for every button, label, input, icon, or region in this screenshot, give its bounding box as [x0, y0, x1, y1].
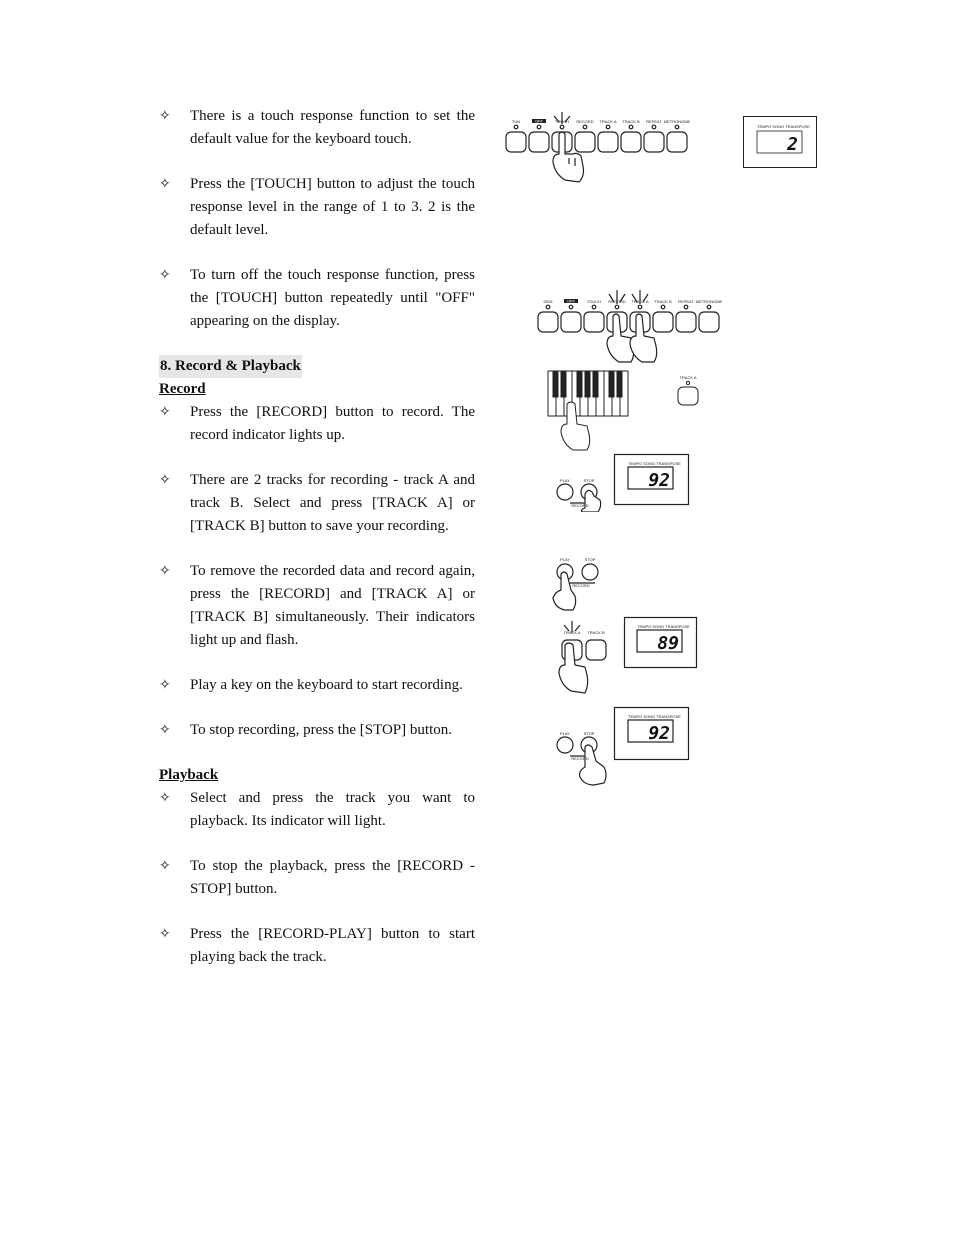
playback-item-2: ✧ To stop the playback, press the [RECORD - STOP] button. [159, 855, 475, 901]
intro-item-1: ✧ There is a touch response function to set the default value for the keyboard touch. [159, 105, 475, 151]
stop-label: STOP [583, 731, 595, 736]
section-title: 8. Record & Playback [159, 355, 302, 378]
button-label: TOUCH [586, 299, 602, 304]
keyboard-figure [545, 368, 705, 453]
button-label: RECORD [608, 299, 626, 304]
play-label: PLAY [560, 478, 570, 483]
button-label: OFF [535, 118, 543, 124]
play-label: PLAY [560, 557, 570, 562]
button-label: RECORD [576, 119, 594, 124]
button-label: TRACK B [622, 119, 640, 124]
display-value: 2 [787, 134, 798, 155]
play-figure [545, 552, 610, 612]
track-b-label: TRACK B [587, 630, 605, 635]
button-label: DEM [543, 299, 553, 304]
svg-text:TEMPO SONG TRANSPOSE: TEMPO SONG TRANSPOSE [757, 124, 810, 129]
svg-text:TEMPO SONG TRANSPOSE: TEMPO SONG TRANSPOSE [628, 461, 681, 466]
record-panel-figure [535, 290, 735, 365]
record-label: RECORD [572, 583, 590, 588]
button-label: TUN [511, 119, 521, 124]
display-value: 92 [648, 723, 670, 744]
bullet-icon: ✧ [159, 472, 171, 488]
record-item-4: ✧ Play a key on the keyboard to start recording. [159, 674, 475, 697]
stop-label: STOP [584, 557, 596, 562]
stop-figure-1 [550, 450, 695, 512]
touch-panel-figure [503, 110, 703, 185]
bullet-icon: ✧ [159, 926, 171, 942]
record-label: RECORD [571, 503, 589, 508]
text-column [159, 105, 475, 969]
bullet-icon: ✧ [159, 858, 171, 874]
button-label: REPEAT [678, 299, 694, 304]
track-a-label: TRACK A [679, 375, 697, 380]
bullet-icon: ✧ [159, 677, 171, 693]
stop-label: STOP [583, 478, 595, 483]
bullet-icon: ✧ [159, 267, 171, 283]
record-item-3: ✧ To remove the recorded data and record again, press the [RECORD] and [TRACK A] or [TRACK B] simultaneously. Their indicators light up and flash. [159, 560, 475, 652]
play-label: PLAY [560, 731, 570, 736]
button-label: TRACK A [599, 119, 617, 124]
button-label: REPEAT [646, 119, 662, 124]
svg-text:TEMPO SONG TRANSPOSE: TEMPO SONG TRANSPOSE [628, 714, 681, 719]
playback-item-1: ✧ Select and press the track you want to playback. Its indicator will light. [159, 787, 475, 833]
svg-text:TEMPO SONG TRANSPOSE: TEMPO SONG TRANSPOSE [637, 624, 690, 629]
button-label: OFF [567, 298, 575, 304]
intro-item-3: ✧ To turn off the touch response function, press the [TOUCH] button repeatedly until "OFF" appearing on the display. [159, 264, 475, 333]
button-label: TRACK A [631, 299, 649, 304]
button-label: TRACK B [654, 299, 672, 304]
record-item-2: ✧ There are 2 tracks for recording - track A and track B. Select and press [TRACK A] or [TRACK B] button to save your recording. [159, 469, 475, 538]
display-value: 89 [657, 633, 679, 654]
display-value: 92 [648, 470, 670, 491]
button-label: METRONOME [663, 119, 691, 124]
stop-figure-2 [550, 703, 695, 788]
record-heading: Record [159, 381, 206, 397]
track-a-label: TRACK A [563, 630, 581, 635]
display-figure-1 [743, 116, 818, 170]
intro-item-2: ✧ Press the [TOUCH] button to adjust the touch response level in the range of 1 to 3. 2 is the default level. [159, 173, 475, 242]
button-label: METRONOME [695, 299, 723, 304]
bullet-icon: ✧ [159, 563, 171, 579]
button-label: TOUCH [554, 119, 570, 124]
bullet-icon: ✧ [159, 404, 171, 420]
bullet-icon: ✧ [159, 790, 171, 806]
record-item-1: ✧ Press the [RECORD] button to record. The record indicator lights up. [159, 401, 475, 447]
record-label: RECORD [571, 756, 589, 761]
playback-heading: Playback [159, 767, 219, 783]
bullet-icon: ✧ [159, 176, 171, 192]
record-item-5: ✧ To stop recording, press the [STOP] button. [159, 719, 475, 742]
bullet-icon: ✧ [159, 722, 171, 738]
playback-item-3: ✧ Press the [RECORD-PLAY] button to start playing back the track. [159, 923, 475, 969]
track-figure [555, 615, 700, 695]
bullet-icon: ✧ [159, 108, 171, 124]
